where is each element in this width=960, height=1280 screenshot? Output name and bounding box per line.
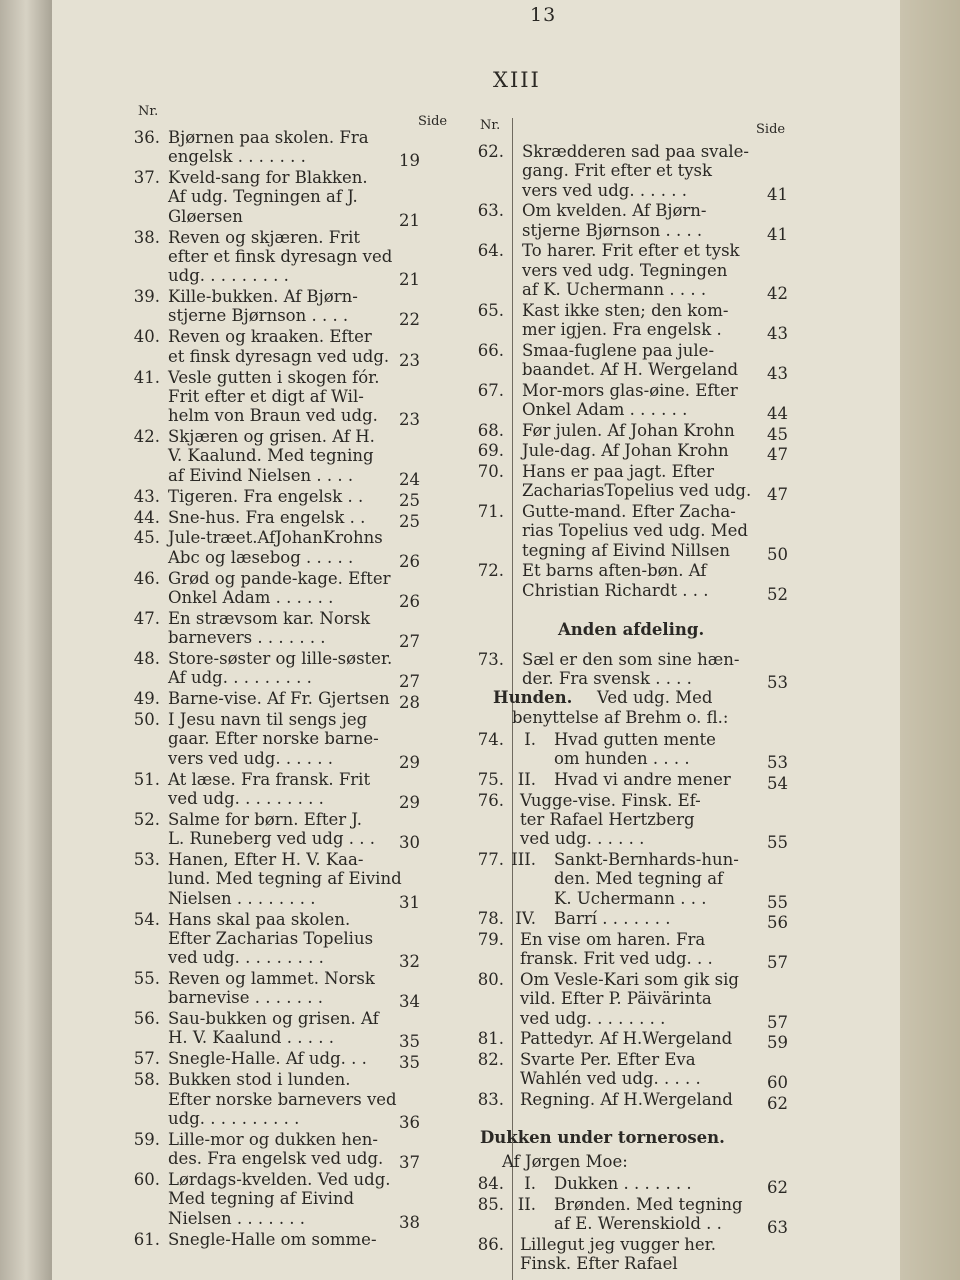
entry-title-line: Lille-mor og dukken hen- [168, 1129, 378, 1149]
entry-page: 59 [767, 1033, 788, 1053]
left-side-header: Side [418, 114, 448, 129]
entry-number: 75. [477, 770, 504, 789]
entry-title-line: rias Topelius ved udg. Med [522, 521, 748, 541]
book-page [52, 0, 900, 1280]
hunden-subtitle-line: Ved udg. Med [597, 688, 713, 707]
entry-title-line: L. Runeberg ved udg . . . [168, 829, 376, 849]
entry-title-line: Skjæren og grisen. Af H. [168, 427, 375, 447]
entry-page: 52 [767, 584, 788, 604]
entry-number: 69. [477, 441, 504, 461]
entry-page: 50 [767, 544, 788, 564]
entry-title-line: vers ved udg. Tegningen [522, 260, 728, 280]
entry-title-line: Om Vesle-Kari som gik sig [520, 970, 739, 989]
entry-page: 22 [399, 310, 420, 330]
entry-title-line: Mor-mors glas-øine. Efter [522, 380, 738, 400]
entry-title-line: Nielsen . . . . . . . . [168, 888, 316, 908]
entry-title-line: lund. Med tegning af Eivind [168, 869, 402, 889]
entry-number: 44. [133, 507, 160, 527]
entry-number: 53. [133, 850, 160, 869]
entry-page: 36 [399, 1112, 420, 1132]
dukken-author: Af Jørgen Moe: [502, 1152, 628, 1171]
entry-page: 55 [767, 892, 788, 912]
entry-number: 51. [133, 769, 160, 789]
entry-title-line: Sankt-Bernhards-hun- [554, 850, 739, 869]
entry-number: 80. [477, 970, 504, 989]
entry-title-line: Reven og skjæren. Frit [168, 227, 360, 247]
dukken-heading: Dukken under tornerosen. [480, 1128, 725, 1147]
entry-title-line: Kille-bukken. Af Bjørn- [168, 287, 358, 307]
entry-number: 42. [133, 427, 160, 447]
entry-title-line: udg. . . . . . . . . . [168, 1108, 300, 1128]
entry-page: 41 [767, 184, 788, 204]
entry-title-line: Grød og pande-kage. Efter [168, 568, 391, 588]
entry-title-line: om hunden . . . . [554, 749, 690, 769]
entry-title-line: Af udg. Tegningen af J. [168, 187, 358, 207]
entry-title-line: stjerne Bjørnson . . . . [168, 306, 349, 326]
entry-title-line: V. Kaalund. Med tegning [168, 446, 374, 466]
entry-title-line: Sæl er den som sine hæn- [522, 650, 740, 669]
entry-page: 57 [767, 1012, 788, 1032]
entry-number: 65. [477, 300, 504, 320]
entry-subnumber: II. [517, 770, 536, 789]
entry-number: 71. [477, 502, 504, 521]
section-heading: Anden afdeling. [558, 620, 705, 639]
entry-title-line: Efter Zacharias Topelius [168, 928, 374, 948]
entry-number: 58. [133, 1070, 160, 1090]
entry-title-line: ter Rafael Hertzberg [520, 809, 695, 829]
entry-page: 42 [767, 284, 788, 304]
entry-page: 24 [399, 469, 420, 489]
entry-number: 82. [477, 1050, 504, 1069]
entry-title-line: Lillegut jeg vugger her. [520, 1234, 716, 1254]
entry-subnumber: II. [517, 1194, 536, 1214]
entry-page: 35 [399, 1032, 420, 1052]
entry-title-line: ved udg. . . . . . . . . [168, 948, 324, 968]
entry-title-line: Barrí . . . . . . . [554, 909, 671, 929]
entry-number: 66. [477, 340, 504, 360]
entry-number: 52. [133, 809, 160, 829]
entry-number: 74. [477, 730, 504, 749]
entry-number: 72. [477, 561, 504, 581]
entry-title-line: ZachariasTopelius ved udg. [522, 481, 752, 501]
entry-title-line: tegning af Eivind Nillsen [522, 540, 730, 560]
entry-title-line: af K. Uchermann . . . . [522, 280, 707, 300]
entry-page: 28 [399, 693, 420, 713]
book-spine [0, 0, 58, 1280]
entry-title-line: Hans skal paa skolen. [168, 909, 351, 929]
entry-page: 47 [767, 485, 788, 505]
entry-title-line: af Eivind Nielsen . . . . [168, 465, 354, 485]
entry-title-line: Hans er paa jagt. Efter [522, 462, 715, 481]
entry-title-line: Reven og kraaken. Efter [168, 327, 372, 347]
entry-page: 45 [767, 424, 788, 444]
entry-number: 84. [477, 1174, 504, 1193]
entry-number: 38. [133, 227, 160, 247]
entry-title-line: engelsk . . . . . . . [168, 147, 306, 167]
entry-title-line: ved udg. . . . . . [520, 829, 645, 849]
entry-title-line: Svarte Per. Efter Eva [520, 1050, 696, 1069]
entry-number: 78. [477, 909, 504, 929]
entry-page: 34 [399, 992, 420, 1012]
entry-page: 43 [767, 364, 788, 384]
entry-number: 63. [477, 201, 504, 221]
entry-title-line: Wahlén ved udg. . . . . [520, 1069, 701, 1089]
entry-title-line: Gløersen [168, 206, 243, 226]
entry-title-line: udg. . . . . . . . . [168, 266, 289, 286]
entry-title-line: Finsk. Efter Rafael [520, 1253, 678, 1273]
entry-title-line: Reven og lammet. Norsk [168, 969, 375, 988]
entry-title-line: gaar. Efter norske barne- [168, 729, 379, 749]
entry-page: 29 [399, 792, 420, 812]
entry-page: 38 [399, 1212, 420, 1232]
entry-page: 27 [399, 672, 420, 692]
entry-number: 61. [133, 1229, 160, 1249]
entry-number: 36. [133, 128, 160, 147]
entry-number: 59. [133, 1129, 160, 1149]
entry-title-line: En vise om haren. Fra [520, 930, 706, 949]
entry-page: 35 [399, 1053, 420, 1073]
entry-title-line: Dukken . . . . . . . [554, 1174, 692, 1193]
entry-subnumber: I. [524, 1174, 536, 1193]
entry-title-line: K. Uchermann . . . [554, 888, 707, 908]
entry-page: 41 [767, 224, 788, 244]
entry-title-line: Efter norske barnevers ved [168, 1089, 397, 1109]
entry-title-line: Abc og læsebog . . . . . [168, 547, 354, 567]
entry-page: 29 [399, 752, 420, 772]
entry-number: 43. [133, 486, 160, 506]
entry-number: 83. [477, 1090, 504, 1109]
entry-title-line: fransk. Frit ved udg. . . [520, 949, 713, 969]
entry-page: 25 [399, 490, 420, 510]
entry-title-line: Onkel Adam . . . . . . [168, 587, 334, 607]
entry-number: 79. [477, 930, 504, 949]
entry-title-line: Frit efter et digt af Wil- [168, 386, 364, 406]
entry-title-line: Smaa-fuglene paa jule- [522, 340, 715, 360]
entry-title-line: H. V. Kaalund . . . . . [168, 1028, 334, 1048]
entry-title-line: Af udg. . . . . . . . . [168, 668, 312, 688]
entry-page: 43 [767, 324, 788, 344]
entry-subnumber: I. [524, 730, 536, 749]
entry-subnumber: IV. [515, 909, 536, 929]
entry-title-line: barnevise . . . . . . . [168, 988, 323, 1008]
entry-title-line: Regning. Af H.Wergeland [520, 1090, 733, 1109]
entry-title-line: Om kvelden. Af Bjørn- [522, 201, 707, 221]
entry-title-line: Et barns aften-bøn. Af [522, 561, 707, 581]
entry-title-line: Før julen. Af Johan Krohn [522, 420, 735, 440]
left-nr-header: Nr. [138, 104, 159, 119]
entry-title-line: vers ved udg. . . . . . [168, 748, 334, 768]
entry-page: 26 [399, 551, 420, 571]
entry-title-line: barnevers . . . . . . . [168, 628, 326, 648]
entry-number: 40. [133, 327, 160, 347]
entry-page: 47 [767, 445, 788, 465]
entry-title-line: Gutte-mand. Efter Zacha- [522, 502, 736, 521]
entry-title-line: ved udg. . . . . . . . . [168, 788, 324, 808]
entry-title-line: En strævsom kar. Norsk [168, 608, 371, 628]
entry-page: 56 [767, 913, 788, 933]
entry-title-line: Jule-træet.AfJohanKrohns [168, 528, 383, 548]
entry-title-line: efter et finsk dyresagn ved [168, 246, 393, 266]
entry-title-line: stjerne Bjørnson . . . . [522, 220, 703, 240]
entry-number: 77. [477, 850, 504, 869]
entry-number: 37. [133, 168, 160, 188]
entry-title-line: Tigeren. Fra engelsk . . [168, 486, 364, 506]
entry-page: 62 [767, 1178, 788, 1197]
entry-title-line: Brønden. Med tegning [554, 1194, 743, 1214]
entry-page: 37 [399, 1153, 420, 1173]
entry-number: 39. [133, 287, 160, 307]
entry-page: 27 [399, 632, 420, 652]
entry-page: 23 [399, 410, 420, 430]
entry-title-line: To harer. Frit efter et tysk [522, 241, 740, 261]
entry-number: 49. [133, 689, 160, 709]
entry-page: 60 [767, 1073, 788, 1093]
entry-number: 85. [477, 1194, 504, 1214]
entry-number: 68. [477, 420, 504, 440]
entry-title-line: vers ved udg. . . . . . [522, 180, 688, 200]
entry-page: 21 [399, 210, 420, 230]
entry-number: 47. [133, 608, 160, 628]
entry-number: 60. [133, 1170, 160, 1189]
entry-title-line: Onkel Adam . . . . . . [522, 400, 688, 420]
entry-page: 63 [767, 1217, 788, 1237]
entry-title-line: Kveld-sang for Blakken. [168, 168, 368, 188]
entry-page: 23 [399, 350, 420, 370]
entry-page: 55 [767, 833, 788, 853]
entry-page: 62 [767, 1094, 788, 1113]
entry-title-line: At læse. Fra fransk. Frit [168, 769, 371, 789]
entry-number: 81. [477, 1029, 504, 1049]
hunden-subtitle-line: benyttelse af Brehm o. fl.: [512, 708, 729, 727]
entry-title-line: et finsk dyresagn ved udg. [168, 346, 390, 366]
entry-page: 31 [399, 892, 420, 912]
entry-page: 57 [767, 953, 788, 973]
roman-numeral: XIII [493, 68, 541, 92]
entry-title-line: I Jesu navn til sengs jeg [168, 710, 368, 730]
entry-number: 50. [133, 710, 160, 730]
page-number: 13 [530, 4, 557, 26]
entry-number: 55. [133, 969, 160, 988]
entry-number: 73. [477, 650, 504, 669]
entry-number: 67. [477, 380, 504, 400]
entry-page: 25 [399, 511, 420, 531]
entry-page: 26 [399, 591, 420, 611]
entry-title-line: Sau-bukken og grisen. Af [168, 1009, 379, 1029]
entry-page: 19 [399, 151, 420, 171]
entry-title-line: Vesle gutten i skogen fór. [168, 367, 380, 387]
hunden-heading: Hunden. [493, 688, 573, 707]
entry-page: 53 [767, 753, 788, 773]
entry-title-line: Sne-hus. Fra engelsk . . [168, 507, 366, 527]
right-nr-header: Nr. [480, 118, 501, 133]
entry-title-line: Jule-dag. Af Johan Krohn [522, 441, 729, 461]
entry-title-line: den. Med tegning af [554, 869, 724, 889]
entry-title-line: Nielsen . . . . . . . [168, 1208, 306, 1228]
entry-number: 57. [133, 1049, 160, 1069]
entry-title-line: helm von Braun ved udg. [168, 406, 378, 426]
entry-title-line: Hvad vi andre mener [554, 770, 731, 789]
entry-page: 44 [767, 404, 788, 424]
entry-page: 32 [399, 952, 420, 972]
entry-title-line: vild. Efter P. Päivärinta [520, 989, 712, 1009]
entry-title-line: Salme for børn. Efter J. [168, 809, 363, 829]
entry-page: 54 [767, 774, 788, 793]
entry-title-line: Med tegning af Eivind [168, 1189, 355, 1209]
entry-title-line: Bjørnen paa skolen. Fra [168, 128, 369, 147]
entry-title-line: Pattedyr. Af H.Wergeland [520, 1029, 733, 1049]
entry-page: 53 [767, 673, 788, 693]
entry-number: 62. [477, 142, 504, 161]
entry-title-line: Hvad gutten mente [554, 730, 716, 749]
entry-title-line: Snegle-Halle. Af udg. . . [168, 1049, 367, 1069]
entry-title-line: Vugge-vise. Finsk. Ef- [520, 790, 701, 810]
entry-number: 45. [133, 528, 160, 548]
entry-title-line: Hanen, Efter H. V. Kaa- [168, 850, 364, 869]
entry-number: 54. [133, 909, 160, 929]
entry-title-line: gang. Frit efter et tysk [522, 161, 713, 181]
entry-number: 48. [133, 649, 160, 668]
entry-number: 70. [477, 462, 504, 481]
entry-title-line: Kast ikke sten; den kom- [522, 300, 729, 320]
entry-title-line: Snegle-Halle om somme- [168, 1229, 377, 1249]
entry-title-line: mer igjen. Fra engelsk . [522, 320, 722, 340]
entry-title-line: baandet. Af H. Wergeland [522, 360, 739, 380]
entry-title-line: Barne-vise. Af Fr. Gjertsen [168, 689, 390, 709]
entry-title-line: des. Fra engelsk ved udg. [168, 1149, 384, 1169]
entry-title-line: Christian Richardt . . . [522, 580, 709, 600]
entry-number: 64. [477, 241, 504, 261]
entry-title-line: ved udg. . . . . . . . [520, 1008, 666, 1028]
entry-title-line: Bukken stod i lunden. [168, 1070, 351, 1090]
entry-page: 30 [399, 833, 420, 853]
entry-title-line: Store-søster og lille-søster. [168, 649, 393, 668]
entry-number: 46. [133, 568, 160, 588]
entry-number: 86. [477, 1234, 504, 1254]
entry-title-line: af E. Werenskiold . . [554, 1213, 722, 1233]
right-side-header: Side [756, 122, 786, 137]
entry-title-line: Lørdags-kvelden. Ved udg. [168, 1170, 391, 1189]
entry-number: 56. [133, 1009, 160, 1029]
entry-subnumber: III. [511, 850, 536, 869]
entry-number: 76. [477, 790, 504, 810]
entry-title-line: Skrædderen sad paa svale- [522, 142, 749, 161]
entry-page: 21 [399, 270, 420, 290]
entry-number: 41. [133, 367, 160, 387]
entry-title-line: der. Fra svensk . . . . [522, 669, 692, 689]
